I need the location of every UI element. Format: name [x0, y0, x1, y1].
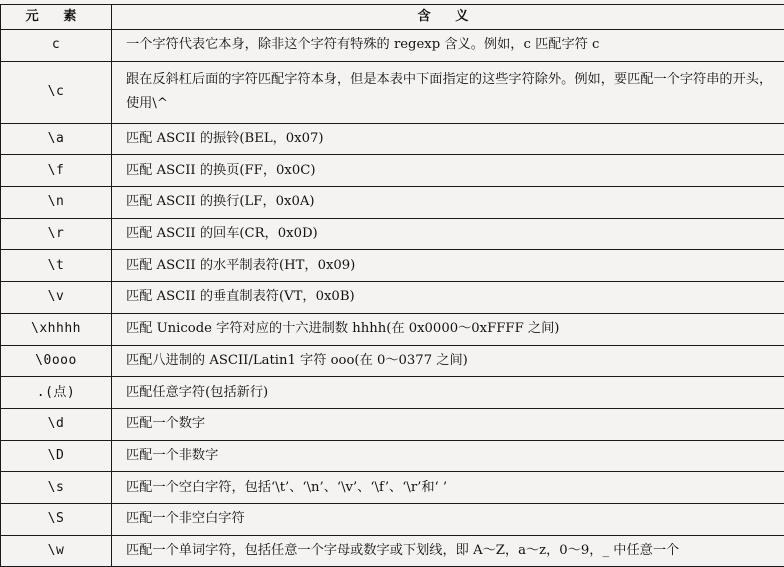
table-row [1, 345, 784, 377]
element-cell: \S [1, 503, 112, 535]
element-cell: \c [1, 61, 112, 123]
table-row [1, 155, 784, 187]
table-row [1, 503, 784, 535]
element-cell: c [1, 30, 112, 62]
table-row [1, 30, 784, 62]
table-row [1, 440, 784, 472]
element-cell: \D [1, 440, 112, 472]
table-row [1, 187, 784, 219]
meaning-cell: 匹配 ASCII 的换行(LF，0x0A) [112, 187, 784, 219]
element-cell: .(点) [1, 377, 112, 409]
table-row [1, 250, 784, 282]
meaning-cell: 跟在反斜杠后面的字符匹配字符本身，但是本表中下面指定的这些字符除外。例如，要匹配一个字符串的开头，使用\^ [112, 61, 784, 123]
table-row [1, 282, 784, 314]
element-cell: \n [1, 187, 112, 219]
element-cell: \f [1, 155, 112, 187]
meaning-cell: 匹配一个单词字符，包括任意一个字母或数字或下划线，即 A～Z，a～z，0～9，_ 中任意一个 [112, 535, 784, 567]
meaning-cell: 匹配一个非数字 [112, 440, 784, 472]
table-row [1, 61, 784, 123]
table-row [1, 313, 784, 345]
element-cell: \t [1, 250, 112, 282]
meaning-cell: 匹配一个空白字符，包括‘\t’、‘\n’、‘\v’、‘\f’、‘\r’和‘ ’ [112, 472, 784, 504]
meaning-cell: 匹配 ASCII 的回车(CR，0x0D) [112, 218, 784, 250]
meaning-cell: 匹配八进制的 ASCII/Latin1 字符 ooo(在 0～0377 之间) [112, 345, 784, 377]
element-cell: \a [1, 123, 112, 155]
meaning-cell: 匹配 Unicode 字符对应的十六进制数 hhhh(在 0x0000～0xFFFF 之间) [112, 313, 784, 345]
table-row [1, 123, 784, 155]
element-cell: \w [1, 535, 112, 567]
table-row [1, 408, 784, 440]
meaning-cell: 一个字符代表它本身，除非这个字符有特殊的 regexp 含义。例如，c 匹配字符 c [112, 30, 784, 62]
element-cell: \r [1, 218, 112, 250]
table-row [1, 535, 784, 567]
meaning-cell: 匹配一个数字 [112, 408, 784, 440]
element-cell: \s [1, 472, 112, 504]
meaning-cell: 匹配 ASCII 的振铃(BEL，0x07) [112, 123, 784, 155]
element-cell: \v [1, 282, 112, 314]
meaning-cell: 匹配 ASCII 的水平制表符(HT，0x09) [112, 250, 784, 282]
element-cell: \0ooo [1, 345, 112, 377]
meaning-cell: 匹配任意字符(包括新行) [112, 377, 784, 409]
table-row [1, 377, 784, 409]
element-cell: \xhhhh [1, 313, 112, 345]
meaning-cell: 匹配 ASCII 的换页(FF，0x0C) [112, 155, 784, 187]
element-cell: \d [1, 408, 112, 440]
header-meaning: 含 义 [112, 5, 784, 30]
table-row [1, 472, 784, 504]
meaning-cell: 匹配一个非空白字符 [112, 503, 784, 535]
table-header-row [1, 5, 784, 30]
meaning-cell: 匹配 ASCII 的垂直制表符(VT，0x0B) [112, 282, 784, 314]
regex-elements-table [0, 4, 784, 567]
table-row [1, 218, 784, 250]
header-element: 元 素 [1, 5, 112, 30]
